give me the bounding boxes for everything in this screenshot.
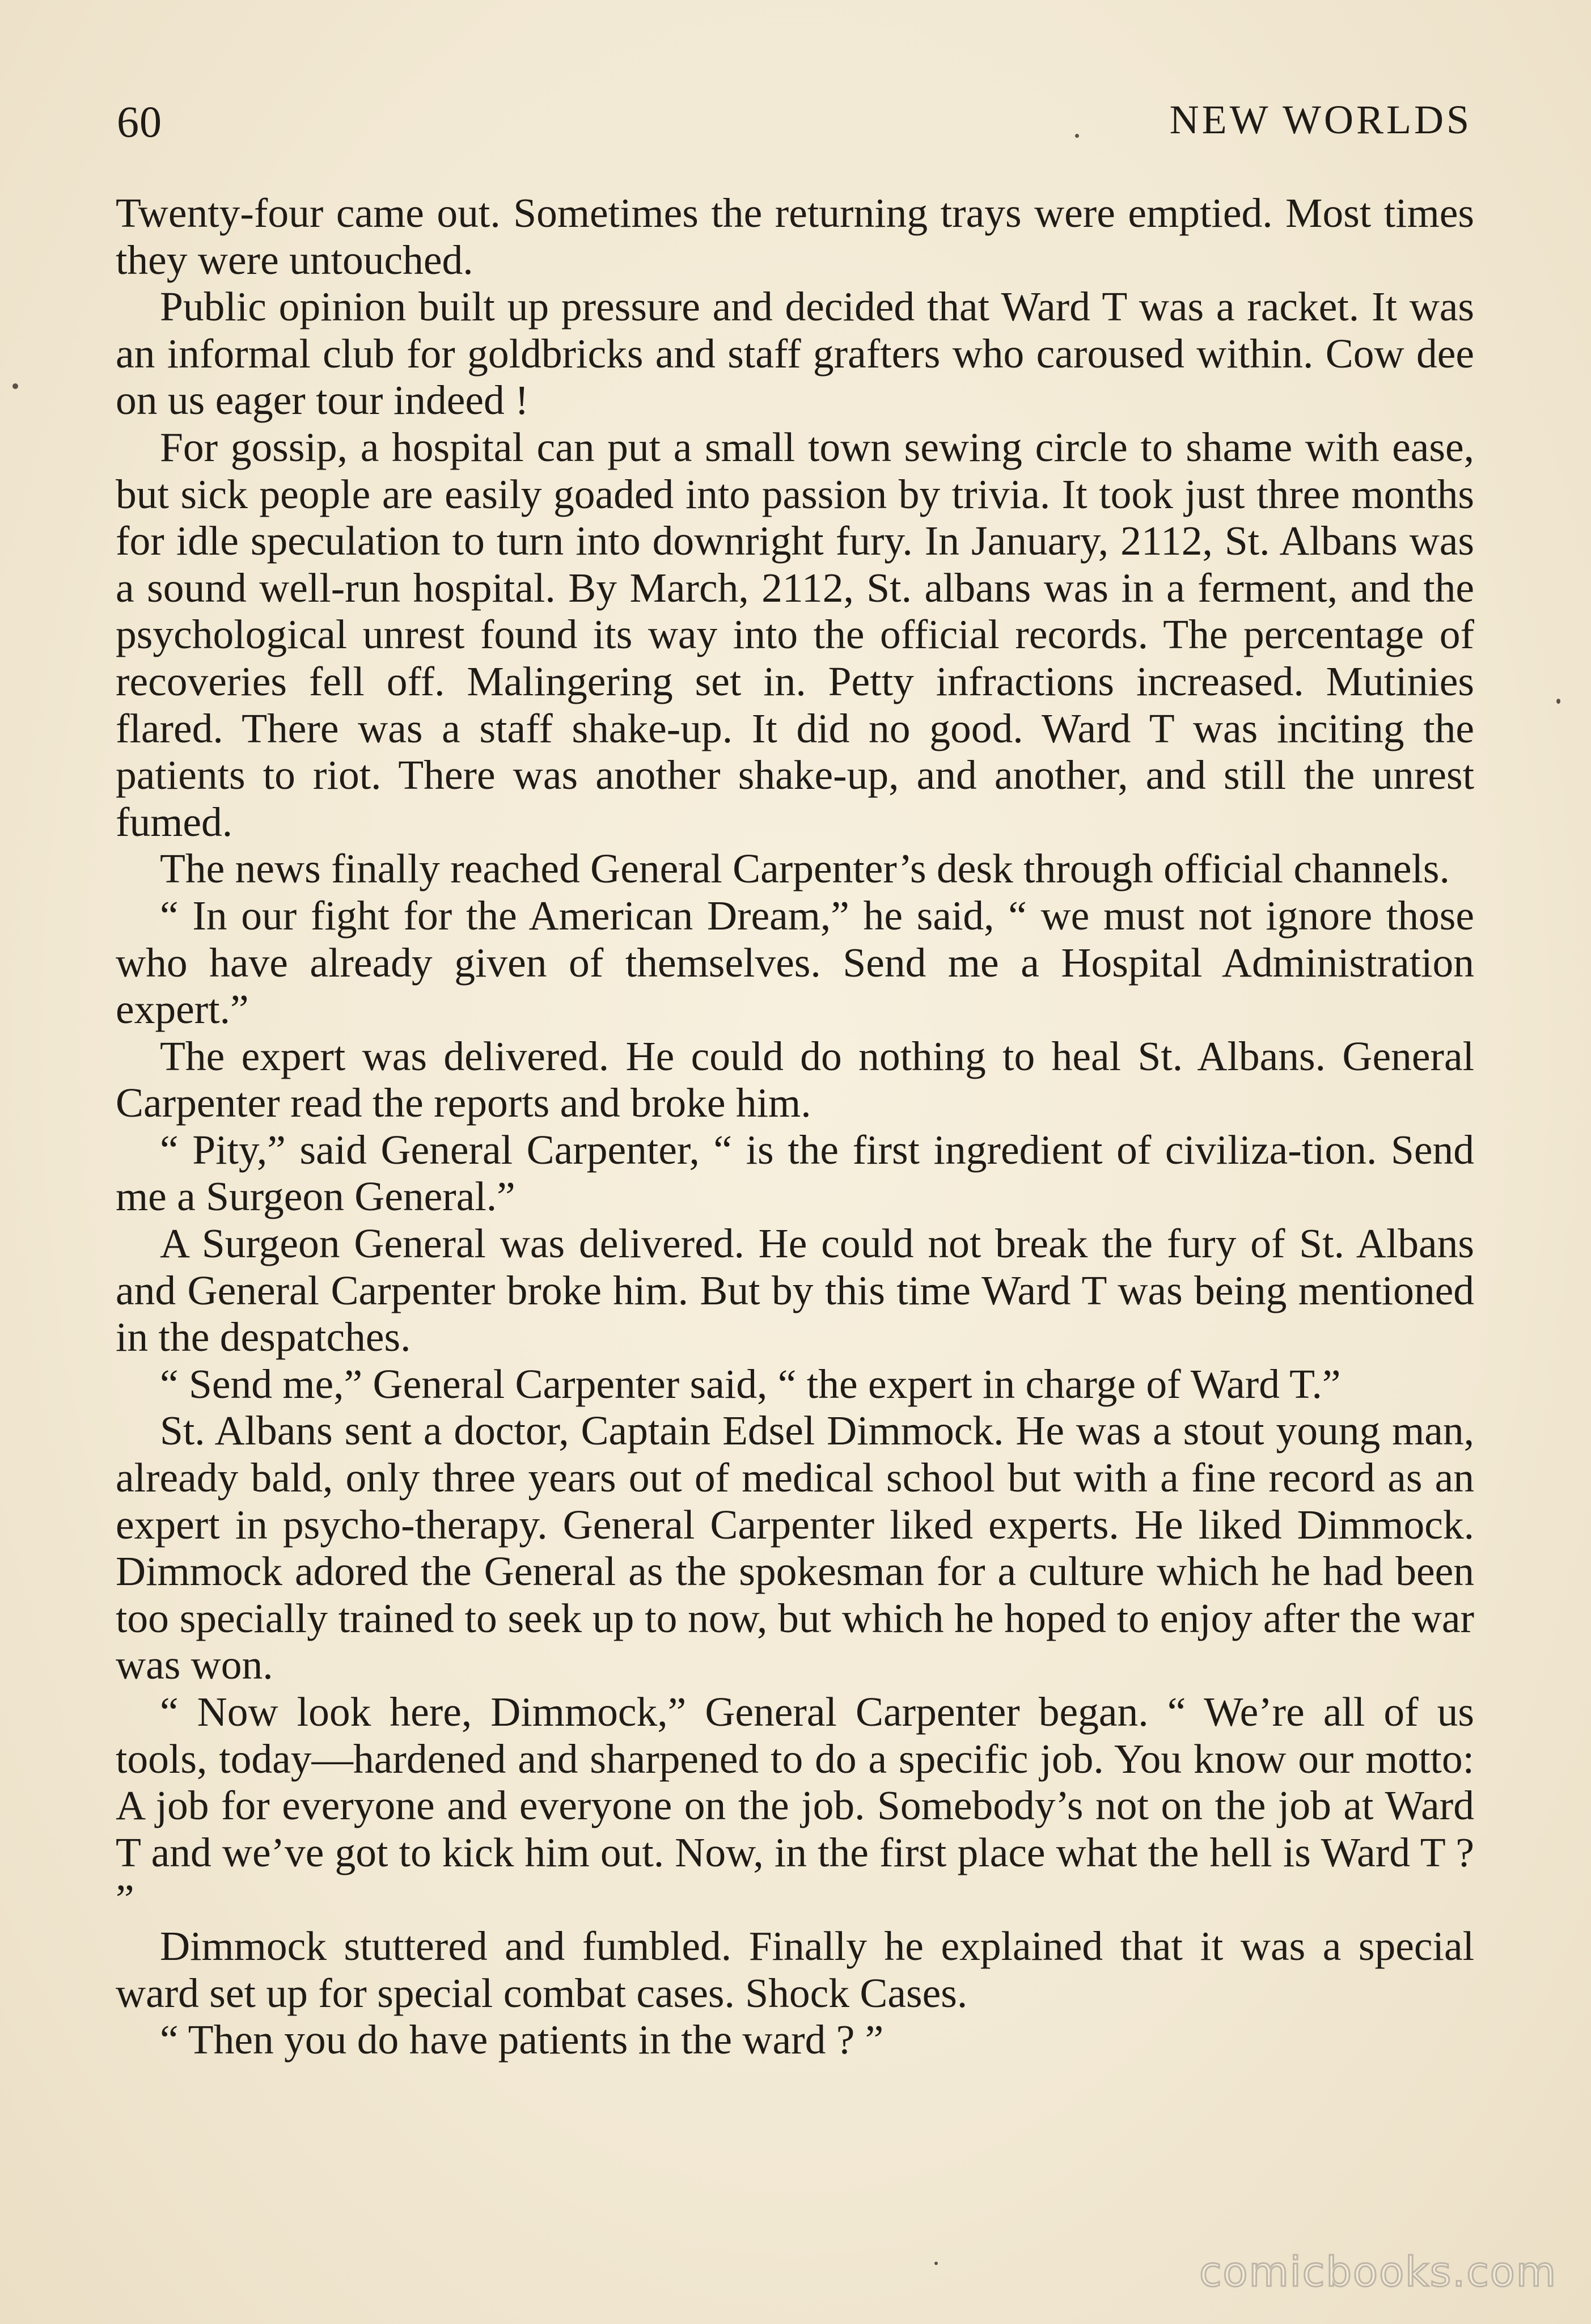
paragraph: Public opinion built up pressure and decided that Ward T was a racket. It was an informal club for goldbricks and staff grafters who caroused within. Cow dee on us eager tour indeed !	[116, 284, 1474, 424]
page-number: 60	[117, 97, 162, 146]
paragraph: Dimmock stuttered and fumbled. Finally he explained that it was a special ward set up for special combat cases. Shock Cases.	[116, 1922, 1474, 2016]
paragraph: “ Pity,” said General Carpenter, “ is the first ingredient of civiliza-tion. Send me a Surgeon General.”	[116, 1126, 1474, 1220]
paragraph: For gossip, a hospital can put a small town sewing circle to shame with ease, but sick people are easily goaded into passion by trivia. It took just three months for idle speculation to turn into downright fury. In January, 2112, St. Albans was a sound well-run hospital. By March, 2112, St. albans was in a ferment, and the psychological unrest found its way into the official records. The percentage of recoveries fell off. Malingering set in. Petty infractions increased. Mutinies flared. There was a staff shake-up. It did no good. Ward T was inciting the patients to riot. There was another shake-up, and another, and still the unrest fumed.	[116, 424, 1474, 845]
paragraph: “ Then you do have patients in the ward ? ”	[160, 2017, 884, 2063]
paragraph: “ Now look here, Dimmock,” General Carpenter began. “ We’re all of us tools, today—hardened and sharpened to do a specific job. You know our motto: A job for everyone and everyone on the job. Somebody’s not on the job at Ward T and we’ve got to kick him out. Now, in the first place what the hell is Ward T ? ”	[116, 1689, 1474, 1922]
watermark: comicbooks.com	[1199, 2248, 1557, 2296]
paragraph: A Surgeon General was delivered. He could not break the fury of St. Albans and General Carpenter broke him. But by this time Ward T was being mentioned in the despatches.	[116, 1220, 1474, 1360]
body-text	[116, 190, 1474, 2064]
running-title: NEW WORLDS	[1169, 97, 1472, 142]
paragraph: “ In our fight for the American Dream,” he said, “ we must not ignore those who have already given of themselves. Send me a Hospital Administration expert.”	[116, 892, 1474, 1033]
page-header	[117, 96, 1472, 159]
paragraph: Twenty-four came out. Sometimes the returning trays were emptied. Most times they were untouched.	[116, 190, 1474, 283]
paragraph: The expert was delivered. He could do nothing to heal St. Albans. General Carpenter read the reports and broke him.	[116, 1033, 1474, 1126]
paragraph: St. Albans sent a doctor, Captain Edsel Dimmock. He was a stout young man, already bald, only three years out of medical school but with a fine record as an expert in psycho-therapy. General Carpenter liked experts. He liked Dimmock. Dimmock adored the General as the spokesman for a culture which he had been too specially trained to seek up to now, but which he hoped to enjoy after the war was won.	[116, 1408, 1474, 1688]
print-speck	[12, 383, 18, 389]
print-speck	[1556, 699, 1560, 704]
paragraph: The news finally reached General Carpenter’s desk through official channels.	[160, 846, 1450, 892]
print-speck	[1075, 134, 1079, 138]
print-speck	[934, 2262, 938, 2265]
paragraph: “ Send me,” General Carpenter said, “ the expert in charge of Ward T.”	[160, 1360, 1341, 1407]
